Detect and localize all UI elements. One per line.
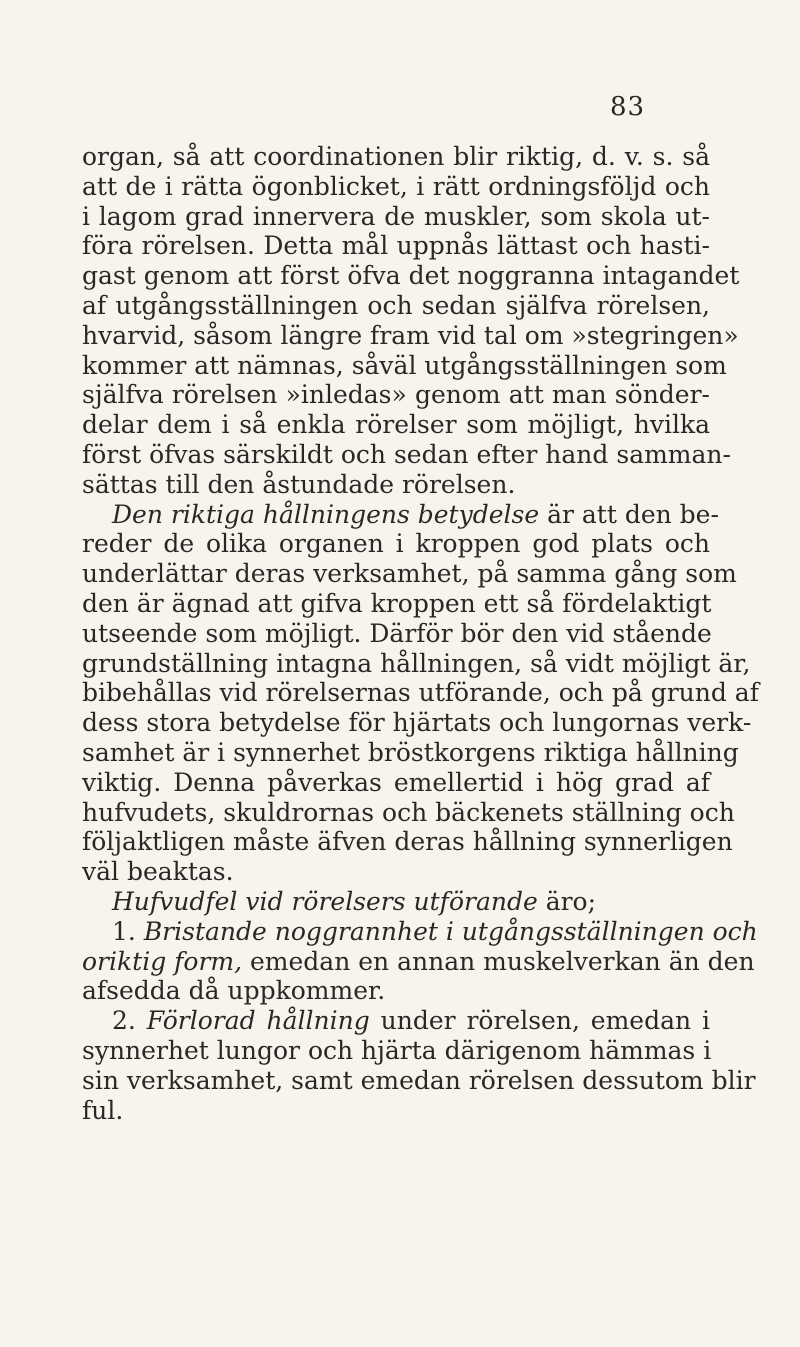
page-number: 83: [610, 92, 646, 122]
text-line: först öfvas särskildt och sedan efter hand samman-: [82, 439, 731, 469]
body-text: [82, 142, 759, 1125]
text-fragment: äro;: [537, 886, 597, 916]
italic-heading: oriktig form,: [82, 946, 243, 976]
text-line: sin verksamhet, samt emedan rörelsen dessutom blir: [82, 1065, 756, 1095]
text-line: väl beaktas.: [82, 857, 234, 887]
italic-heading: Hufvudfel vid rörelsers utförande: [112, 886, 538, 916]
text-line: den är ägnad att gifva kroppen ett så fördelaktigt: [82, 588, 712, 618]
italic-heading: Förlorad hållning: [146, 1006, 370, 1036]
list-item-start: [82, 916, 758, 947]
text-line: i lagom grad innervera de muskler, som skola ut-: [82, 201, 710, 231]
text-line: afsedda då uppkommer.: [82, 976, 386, 1006]
text-fragment: under rörelsen, emedan i: [369, 1006, 710, 1036]
text-line: att de i rätta ögonblicket, i rätt ordningsföljd och: [82, 171, 710, 201]
text-line: synnerhet lungor och hjärta därigenom hämmas i: [82, 1035, 712, 1065]
list-number: 2.: [112, 1006, 147, 1036]
text-line: sättas till den åstundade rörelsen.: [82, 469, 516, 499]
paragraph-start: [82, 499, 719, 530]
text-line: dess stora betydelse för hjärtats och lungornas verk-: [82, 708, 752, 738]
text-line: [82, 946, 755, 977]
text-line: underlättar deras verksamhet, på samma gång som: [82, 559, 737, 589]
text-line: kommer att nämnas, såväl utgångsställningen som: [82, 350, 727, 380]
text-line: grundställning intagna hållningen, så vidt möjligt är,: [82, 648, 751, 678]
italic-heading: Bristande noggrannhet i utgångsställningen och: [143, 916, 758, 946]
text-line: organ, så att coordinationen blir riktig, d. v. s. så: [82, 142, 710, 171]
text-line: själfva rörelsen »inledas» genom att man sönder-: [82, 380, 710, 410]
text-fragment: emedan en annan muskelverkan än den: [242, 946, 755, 976]
text-line: ful.: [82, 1095, 124, 1125]
paragraph-start: [82, 887, 710, 917]
text-line: utseende som möjligt. Därför bör den vid stående: [82, 618, 712, 648]
text-fragment: är att den be-: [539, 499, 719, 529]
text-line: viktig. Denna påverkas emellertid i hög grad af: [82, 767, 710, 797]
text-line: reder de olika organen i kroppen god plats och: [82, 529, 710, 559]
text-line: delar dem i så enkla rörelser som möjligt, hvilka: [82, 410, 710, 440]
text-line: hufvudets, skuldrornas och bäckenets ställning och: [82, 797, 735, 827]
text-line: af utgångsställningen och sedan själfva rörelsen,: [82, 290, 710, 320]
text-line: hvarvid, såsom längre fram vid tal om »stegringen»: [82, 320, 739, 350]
list-number: 1.: [112, 916, 144, 946]
text-line: följaktligen måste äfven deras hållning synnerligen: [82, 827, 733, 857]
italic-heading: Den riktiga hållningens betydelse: [112, 499, 540, 529]
text-line: föra rörelsen. Detta mål uppnås lättast och hasti-: [82, 231, 710, 261]
text-line: gast genom att först öfva det noggranna intagandet: [82, 261, 740, 291]
text-line: samhet är i synnerhet bröstkorgens riktiga hållning: [82, 737, 739, 767]
text-line: bibehållas vid rörelsernas utförande, och på grund af: [82, 678, 759, 708]
list-item-start: [82, 1006, 710, 1036]
